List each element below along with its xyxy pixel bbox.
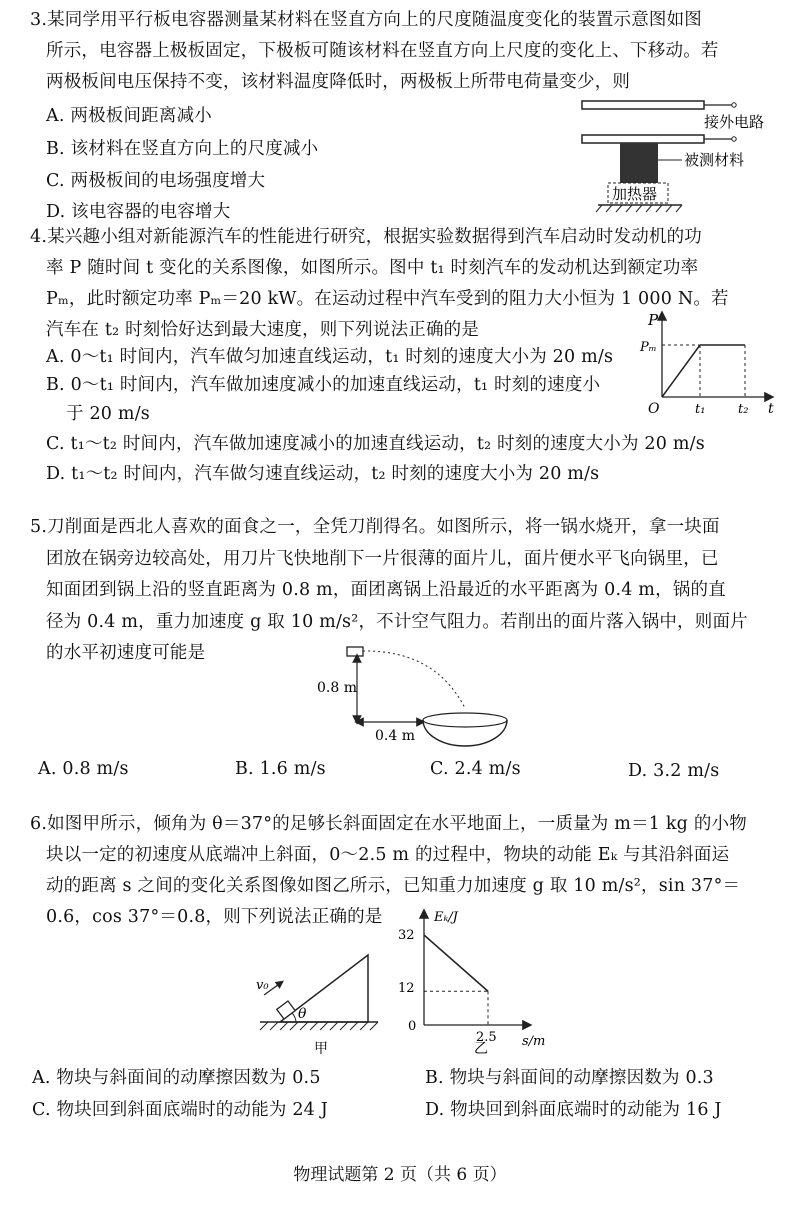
origin-label: O <box>648 401 660 417</box>
q4-option-a: A. 0～t₁ 时间内，汽车做匀加速直线运动，t₁ 时刻的速度大小为 20 m/s <box>46 347 614 367</box>
q3-stem-line-1: 3.某同学用平行板电容器测量某材料在竖直方向上的尺度随温度变化的装置示意图如图 <box>30 10 702 30</box>
ek-tick-32: 32 <box>398 928 415 943</box>
heater-label: 加热器 <box>612 185 658 203</box>
figure-b-caption: 乙 <box>474 1041 488 1057</box>
q6-option-a: A. 物块与斜面间的动摩擦因数为 0.5 <box>32 1068 321 1088</box>
q5-option-a: A. 0.8 m/s <box>38 759 129 779</box>
t2-label: t₂ <box>738 402 749 417</box>
p-axis-label: P <box>648 311 659 329</box>
pm-label: Pₘ <box>640 340 657 355</box>
noodle-figure <box>315 640 515 755</box>
ek-x-axis-label: s/m <box>522 1034 546 1049</box>
q6-option-d: D. 物块回到斜面底端时的动能为 16 J <box>425 1100 722 1120</box>
t-axis-label: t <box>768 401 774 417</box>
material-block <box>620 143 658 183</box>
ek-series-line <box>424 935 488 991</box>
q5-option-c: C. 2.4 m/s <box>430 759 521 779</box>
q5-stem-line-1: 5.刀削面是西北人喜欢的面食之一，全凭刀削得名。如图所示，将一锅水烧开，拿一块面 <box>30 517 720 537</box>
wok <box>423 720 507 746</box>
q5-option-d: D. 3.2 m/s <box>628 761 720 781</box>
q6-stem-line-4: 0.6，cos 37°＝0.8，则下列说法正确的是 <box>46 907 383 927</box>
q3-option-a: A. 两极板间距离减小 <box>46 106 212 126</box>
q4-stem-line-3: Pₘ，此时额定功率 Pₘ＝20 kW。在运动过程中汽车受到的阻力大小恒为 1 000 N。若 <box>46 289 729 309</box>
v0-label: v₀ <box>256 978 269 993</box>
q4-option-b: B. 0～t₁ 时间内，汽车做加速度减小的加速直线运动，t₁ 时刻的速度小 <box>46 375 601 395</box>
ek-tick-2-5: 2.5 <box>476 1030 497 1045</box>
q4-option-c: C. t₁～t₂ 时间内，汽车做加速度减小的加速直线运动，t₂ 时刻的速度大小为 20 m/s <box>46 434 705 454</box>
ek-s-graph <box>390 905 565 1055</box>
distance-label: 0.4 m <box>375 728 415 744</box>
incline-figure <box>250 945 390 1057</box>
circuit-label: 接外电路 <box>704 113 765 131</box>
q5-stem-line-2: 团放在锅旁边较高处，用刀片飞快地削下一片很薄的面片儿，面片便水平飞向锅里，已 <box>46 549 719 569</box>
capacitor-figure <box>570 95 790 225</box>
ek-origin: 0 <box>408 1019 417 1034</box>
q4-stem-line-2: 率 P 随时间 t 变化的关系图像，如图所示。图中 t₁ 时刻汽车的发动机达到额定功率 <box>46 258 699 278</box>
block <box>277 1001 295 1019</box>
upper-plate <box>582 101 704 109</box>
q3-option-c: C. 两极板间的电场强度增大 <box>46 171 266 191</box>
power-time-graph <box>640 305 785 420</box>
q3-option-b: B. 该材料在竖直方向上的尺度减小 <box>46 139 319 159</box>
power-ramp-line <box>662 345 700 397</box>
q6-stem-line-1: 6.如图甲所示，倾角为 θ＝37°的足够长斜面固定在水平地面上，一质量为 m＝1 kg 的小物 <box>30 814 747 834</box>
q5-stem-line-3: 知面团到锅上沿的竖直距离为 0.8 m，面团离锅上沿最近的水平距离为 0.4 m，锅的直 <box>46 580 726 600</box>
theta-label: θ <box>298 1006 307 1022</box>
q5-stem-line-4: 径为 0.4 m，重力加速度 g 取 10 m/s²，不计空气阻力。若削出的面片落入锅中，则面片 <box>46 612 748 632</box>
q4-option-b-cont: 于 20 m/s <box>66 404 150 424</box>
t1-label: t₁ <box>695 402 706 417</box>
q6-option-b: B. 物块与斜面间的动摩擦因数为 0.3 <box>425 1068 714 1088</box>
q5-stem-line-5: 的水平初速度可能是 <box>46 643 206 663</box>
noodle-trajectory <box>363 651 465 708</box>
height-label: 0.8 m <box>317 680 357 696</box>
ek-tick-12: 12 <box>398 981 415 996</box>
q4-stem-line-4: 汽车在 t₂ 时刻恰好达到最大速度，则下列说法正确的是 <box>46 320 480 340</box>
material-label: 被测材料 <box>684 151 745 169</box>
figure-a-caption: 甲 <box>314 1041 328 1057</box>
q3-stem-line-2: 所示，电容器上极板固定，下极板可随该材料在竖直方向上尺度的变化上、下移动。若 <box>46 41 719 61</box>
page-footer: 物理试题第 2 页（共 6 页） <box>293 1165 507 1185</box>
q4-option-d: D. t₁～t₂ 时间内，汽车做匀速直线运动，t₂ 时刻的速度大小为 20 m/s <box>46 464 600 484</box>
q3-stem-line-3: 两极板间电压保持不变，该材料温度降低时，两极板上所带电荷量变少，则 <box>46 72 631 92</box>
dough-block <box>347 647 363 656</box>
q4-stem-line-1: 4.某兴趣小组对新能源汽车的性能进行研究，根据实验数据得到汽车启动时发动机的功 <box>30 227 702 247</box>
q5-option-b: B. 1.6 m/s <box>235 759 326 779</box>
lower-plate <box>582 135 704 143</box>
q6-option-c: C. 物块回到斜面底端时的动能为 24 J <box>32 1100 328 1120</box>
q3-option-d: D. 该电容器的电容增大 <box>46 202 231 222</box>
q6-stem-line-3: 动的距离 s 之间的变化关系图像如图乙所示，已知重力加速度 g 取 10 m/s²，sin 37°＝ <box>46 876 741 896</box>
ek-y-axis-label: Eₖ/J <box>434 910 458 925</box>
q6-stem-line-2: 块以一定的初速度从底端冲上斜面，0～2.5 m 的过程中，物块的动能 Eₖ 与其沿斜面运 <box>46 845 730 865</box>
